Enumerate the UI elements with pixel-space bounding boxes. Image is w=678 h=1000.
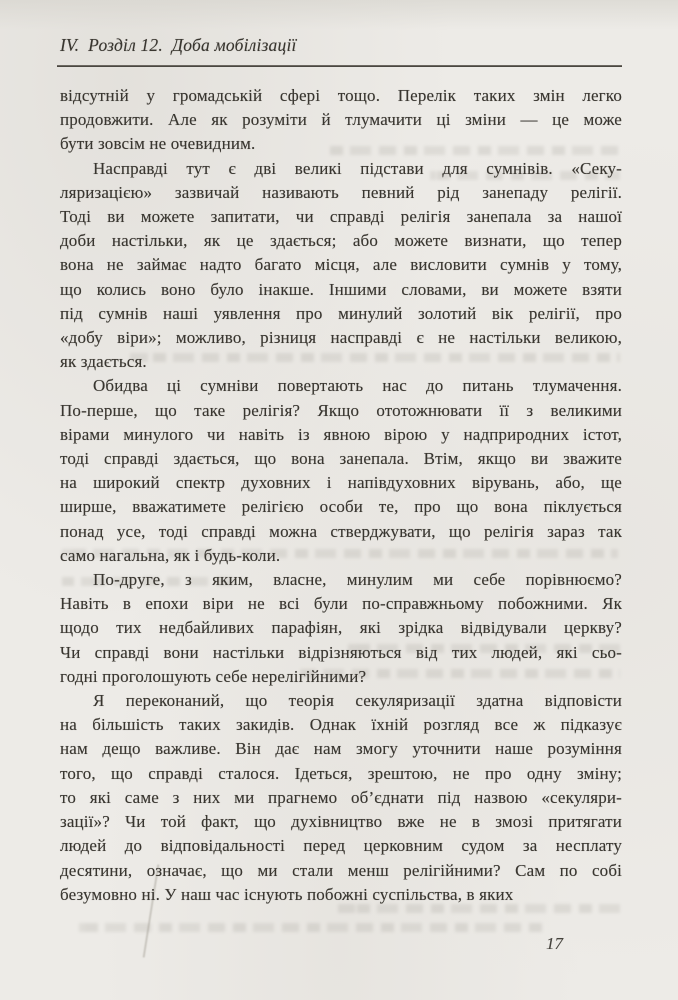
bleed-through-artifact [72, 923, 542, 932]
text-line: на широкий спектр духовних і напівдуховних вірувань, або, ще [60, 473, 622, 493]
header-rule [57, 65, 622, 67]
paragraph [60, 157, 622, 375]
text-line: Я переконаний, що теорія секуляризації здатна відповісти [93, 691, 622, 711]
text-line: По-перше, що таке релігія? Якщо ототожнювати її з великими [60, 400, 622, 420]
page-number: 17 [546, 934, 563, 953]
text-line: Тоді ви можете запитати, чи справді релігія занепала за нашої [60, 207, 622, 227]
text-line: що колись воно було інакше. Іншими словами, ви можете взяти [60, 279, 622, 299]
paragraph [60, 84, 622, 157]
paragraph [60, 689, 622, 907]
page-body [60, 84, 622, 907]
text-line: безумовно ні. У наш час існують побожні суспільства, в яких [60, 884, 514, 904]
text-line: Чи справді вони настільки відрізняються від тих людей, які сьо- [60, 642, 622, 662]
text-line: годні проголошують себе нерелігійними? [60, 666, 367, 686]
running-header: IV. Розділ 12. Доба мобілізації [60, 35, 297, 55]
text-line: бути зовсім не очевидним. [60, 134, 256, 154]
text-line: нам дещо важливе. Він дає нам змогу уточнити наше розуміння [60, 739, 622, 759]
text-line: «добу віри»; можливо, різниця насправді є не настільки великою, [60, 328, 622, 348]
text-line: продовжити. Але як розуміти й тлумачити ці зміни — це може [60, 110, 622, 130]
text-line: десятини, означає, що ми стали менш релігійними? Сам по собі [60, 860, 622, 880]
text-line: відсутній у громадській сфері тощо. Перелік таких змін легко [60, 86, 622, 105]
paragraph [60, 568, 622, 689]
text-line: під сумнів наші уявлення про минулий золотий вік релігії, про [60, 303, 622, 323]
text-line: Обидва ці сумніви повертають нас до питань тлумачення. [93, 376, 622, 396]
text-line: на більшість таких закидів. Однак їхній розгляд все ж підказує [60, 715, 622, 735]
text-line: Насправді тут є дві великі підстави для сумнівів. «Секу- [93, 158, 622, 178]
text-line: тоді справді здається, що вона занепала. Втім, якщо ви зважите [60, 449, 622, 469]
text-line: само нагальна, як і будь-коли. [60, 545, 281, 565]
paragraph [60, 374, 622, 568]
text-line: того, що справді сталося. Ідеться, зрештою, не про одну зміну; [60, 763, 622, 783]
text-line: вона не займає надто багато місця, але висловити сумнів у тому, [60, 255, 622, 275]
text-line: понад усе, тоді справді можна стверджувати, що релігія зараз так [60, 521, 622, 541]
text-line: ляризацією» зазвичай називають певний рід занепаду релігії. [60, 182, 622, 202]
text-line: то які саме з них ми прагнемо об’єднати під назвою «секуляри- [60, 787, 622, 807]
text-line: людей до відповідальності перед церковним судом за несплату [60, 836, 622, 856]
text-line: щодо тих недбайливих парафіян, які зрідка відвідували церкву? [60, 618, 622, 638]
text-line: По-друге, з яким, власне, минулим ми себе порівнюємо? [93, 570, 622, 590]
text-line: доби настільки, як це здається; або можете визнати, що тепер [60, 231, 622, 251]
text-line: вірами минулого чи навіть із явною вірою у надприродних істот, [60, 424, 622, 444]
text-line: зації»? Чи той факт, що духівництво вже не в змозі притягати [60, 812, 622, 832]
text-line: ширше, вважатимете релігією особи те, про що вона піклується [60, 497, 622, 517]
text-line: Навіть в епохи віри не всі були по-справжньому побожними. Як [60, 594, 622, 614]
text-line: як здається. [60, 352, 147, 372]
